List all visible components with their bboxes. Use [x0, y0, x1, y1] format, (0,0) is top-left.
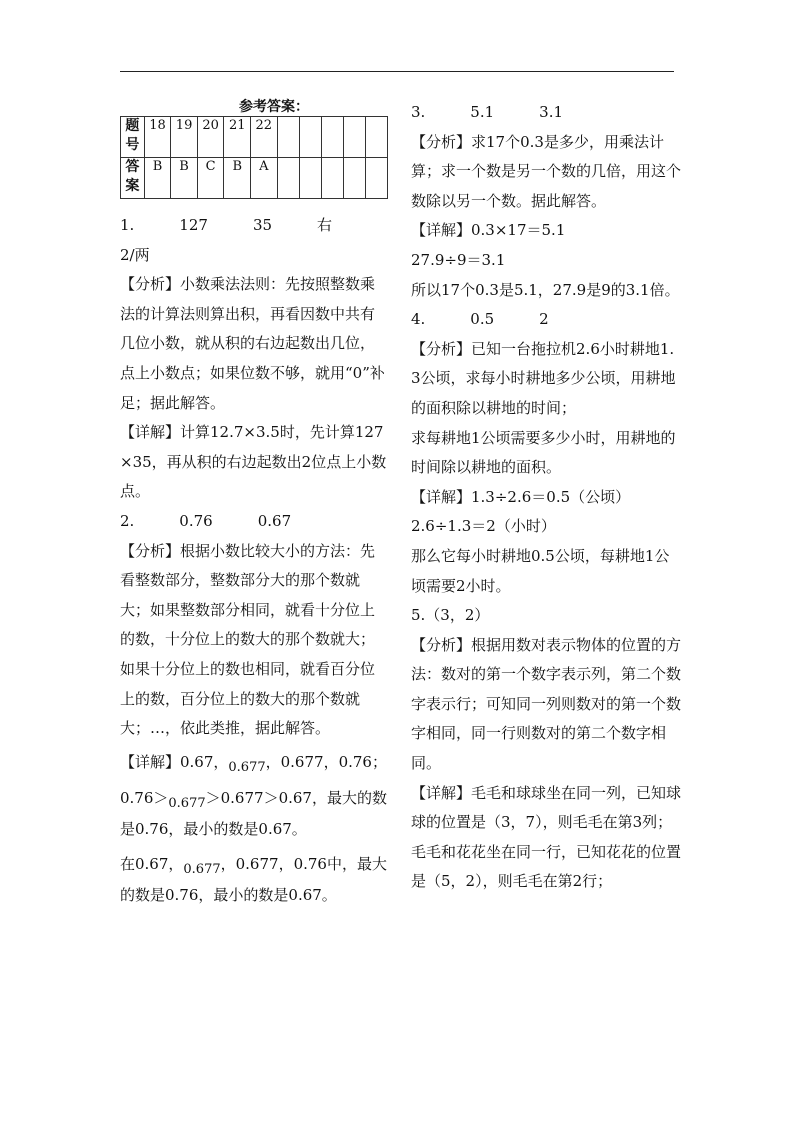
q2-detail-text: 0.76＞ [120, 789, 169, 808]
q2-analysis: 【分析】根据小数比较大小的方法：先看整数部分，整数部分大的那个数就大；如果整数部分相同，就看十分位上的数，十分位上的数大的那个数就大；如果十分位上的数也相同，就看百分位上的数，百分位上的数大的那个数就大；…，依此类推，据此解答。 [120, 541, 376, 738]
answer-row [121, 158, 388, 199]
row-header-answers: 答案 [121, 158, 145, 199]
q2-detail-text: ，0.677，0.76中，最大的数是0.76，最小的数是0.67。 [120, 855, 387, 905]
number-cell: 20 [197, 117, 224, 158]
q1-answer: 1. 127 35 右 2/两 [120, 216, 378, 264]
q3-analysis: 【分析】求17个0.3是多少，用乘法计算；求一个数是另一个数的几倍，用这个数除以另一个数。据此解答。 [411, 132, 682, 210]
answer-cell: B [144, 158, 171, 199]
q4-analysis: 【分析】已知一台拖拉机2.6小时耕地1.3公顷，求每小时耕地多少公顷，用耕地的面积除以耕地的时间； [411, 339, 676, 417]
number-cell [277, 117, 299, 158]
answer-table [120, 116, 388, 199]
repeating-decimal: 0.677 [183, 862, 221, 878]
number-cell: 21 [224, 117, 251, 158]
q4-analysis: 求每耕地1公顷需要多少小时，用耕地的时间除以耕地的面积。 [411, 428, 676, 477]
number-cell [321, 117, 343, 158]
answer-cell [277, 158, 299, 199]
q5-answer: 5.（3，2） [411, 606, 490, 625]
answer-cell [365, 158, 387, 199]
answer-cell: B [171, 158, 198, 199]
q3-detail: 27.9÷9＝3.1 [411, 250, 506, 269]
answer-cell [343, 158, 365, 199]
q2-detail-line2 [120, 784, 388, 844]
q5-detail: 【详解】毛毛和球球坐在同一列，已知球球的位置是（3，7），则毛毛在第3列； [411, 783, 682, 832]
q2-answer: 2. 0.76 0.67 [120, 511, 292, 530]
answer-cell: C [197, 158, 224, 199]
q3-answer: 3. 5.1 3.1 [411, 103, 564, 121]
q2-detail-text: ＞0.677＞0.67，最大的数是0.76，最小的数是0.67。 [120, 789, 387, 838]
q4-answer: 4. 0.5 2 [411, 310, 549, 329]
number-cell [343, 117, 365, 158]
q4-detail: 2.6÷1.3＝2（小时） [411, 517, 556, 536]
right-column [411, 98, 683, 897]
q5-analysis: 【分析】根据用数对表示物体的位置的方法：数对的第一个数字表示列，第二个数字表示行；可知同一列则数对的第一个数字相同，同一行则数对的第二个数字相同。 [411, 635, 682, 773]
q2-detail-text: 【详解】0.67， [120, 752, 229, 771]
answer-cell [299, 158, 321, 199]
answer-table-title: 参考答案： [239, 99, 309, 115]
number-row [121, 117, 388, 158]
number-cell: 18 [144, 117, 171, 158]
q4-detail: 那么它每小时耕地0.5公顷，每耕地1公顷需要2小时。 [411, 546, 670, 595]
answer-cell: B [224, 158, 251, 199]
number-cell: 22 [251, 117, 278, 158]
left-column [120, 98, 388, 911]
q4-detail: 【详解】1.3÷2.6＝0.5（公顷） [411, 487, 631, 506]
q2-detail-text: ，0.677，0.76； [265, 752, 387, 771]
repeating-decimal: 0.677 [168, 796, 206, 812]
q3-detail: 所以17个0.3是5.1，27.9是9的3.1倍。 [411, 280, 680, 299]
q2-detail-line1 [120, 748, 388, 779]
repeating-decimal: 0.677 [228, 759, 266, 775]
header-rule [120, 71, 674, 72]
number-cell [365, 117, 387, 158]
answer-cell: A [251, 158, 278, 199]
number-cell [299, 117, 321, 158]
q2-detail-text: 在0.67， [120, 855, 184, 874]
row-header-numbers: 题号 [121, 117, 145, 158]
answer-cell [321, 158, 343, 199]
q3-detail: 【详解】0.3×17＝5.1 [411, 221, 566, 240]
q5-detail: 毛毛和花花坐在同一行，已知花花的位置是（5，2），则毛毛在第2行； [411, 842, 682, 891]
q2-detail-line3 [120, 850, 388, 910]
q1-analysis: 【分析】小数乘法法则：先按照整数乘法的计算法则算出积，再看因数中共有几位小数，就从积的右边起数出几位，点上小数点；如果位数不够，就用“0”补足；据此解答。 [120, 275, 385, 412]
number-cell: 19 [171, 117, 198, 158]
q1-detail: 【详解】计算12.7×3.5时，先计算127×35，再从积的右边起数出2位点上小数点。 [120, 423, 387, 501]
